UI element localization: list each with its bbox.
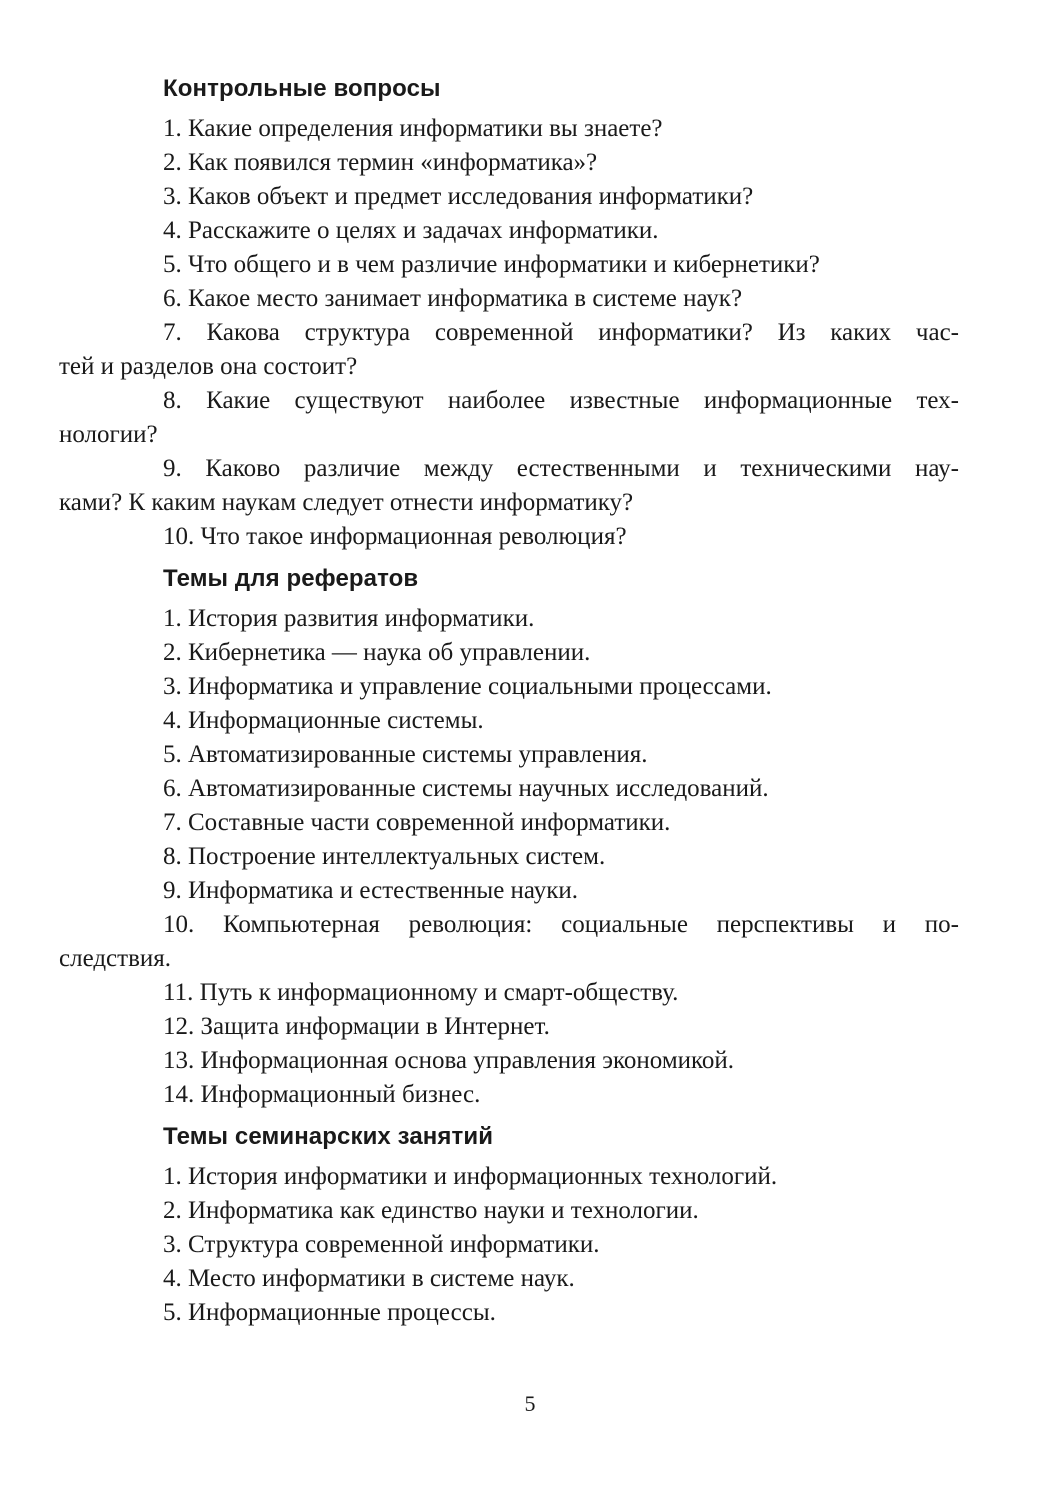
section-heading: Контрольные вопросы	[163, 75, 441, 102]
list-item-line: нологии?	[59, 421, 158, 448]
list-item: 10. Что такое информационная революция?	[163, 523, 627, 550]
page-number: 5	[524, 1391, 536, 1416]
list-item: 9. Информатика и естественные науки.	[163, 877, 579, 904]
list-item-line: 9. Каково различие между естественными и техническими нау-	[163, 455, 959, 482]
list-item: 5. Информационные процессы.	[163, 1299, 496, 1326]
page-body	[59, 74, 959, 1340]
list-item: 1. История информатики и информационных технологий.	[163, 1163, 778, 1190]
list-item: 14. Информационный бизнес.	[163, 1081, 481, 1108]
list-item-line: ками? К каким наукам следует отнести информатику?	[59, 489, 634, 516]
list-item: 3. Каков объект и предмет исследования информатики?	[163, 183, 754, 210]
list-item: 11. Путь к информационному и смарт-обществу.	[163, 979, 679, 1006]
list-item: 13. Информационная основа управления экономикой.	[163, 1047, 735, 1074]
list-item-line: 8. Какие существуют наиболее известные информационные тех-	[163, 387, 959, 414]
list-item	[59, 316, 959, 384]
list-item-line: следствия.	[59, 945, 172, 972]
section-essay-topics	[59, 564, 959, 1112]
section-control-questions	[59, 74, 959, 554]
list-item: 12. Защита информации в Интернет.	[163, 1013, 550, 1040]
list-item: 4. Информационные системы.	[163, 707, 484, 734]
section-heading: Темы для рефератов	[163, 565, 419, 592]
list-item: 7. Составные части современной информатики.	[163, 809, 671, 836]
list-item: 5. Автоматизированные системы управления.	[163, 741, 648, 768]
list-item-line: 10. Компьютерная революция: социальные перспективы и по-	[163, 911, 959, 938]
question-list	[59, 112, 959, 554]
list-item: 2. Информатика как единство науки и технологии.	[163, 1197, 699, 1224]
list-item: 5. Что общего и в чем различие информатики и кибернетики?	[163, 251, 820, 278]
section-seminar-topics	[163, 1122, 959, 1330]
list-item	[59, 452, 959, 520]
list-item: 2. Как появился термин «информатика»?	[163, 149, 598, 176]
seminar-list	[163, 1160, 959, 1330]
list-item	[59, 908, 959, 976]
topic-list	[59, 602, 959, 1112]
list-item: 4. Расскажите о целях и задачах информатики.	[163, 217, 659, 244]
list-item: 6. Какое место занимает информатика в системе наук?	[163, 285, 743, 312]
list-item: 3. Информатика и управление социальными процессами.	[163, 673, 772, 700]
list-item: 3. Структура современной информатики.	[163, 1231, 600, 1258]
list-item: 1. Какие определения информатики вы знаете?	[163, 115, 663, 142]
list-item	[59, 384, 959, 452]
list-item: 4. Место информатики в системе наук.	[163, 1265, 575, 1292]
list-item-line: тей и разделов она состоит?	[59, 353, 358, 380]
list-item: 8. Построение интеллектуальных систем.	[163, 843, 606, 870]
list-item: 2. Кибернетика — наука об управлении.	[163, 639, 591, 666]
list-item: 6. Автоматизированные системы научных исследований.	[163, 775, 769, 802]
list-item: 1. История развития информатики.	[163, 605, 535, 632]
list-item-line: 7. Какова структура современной информатики? Из каких час-	[163, 319, 959, 346]
section-heading: Темы семинарских занятий	[163, 1123, 494, 1150]
